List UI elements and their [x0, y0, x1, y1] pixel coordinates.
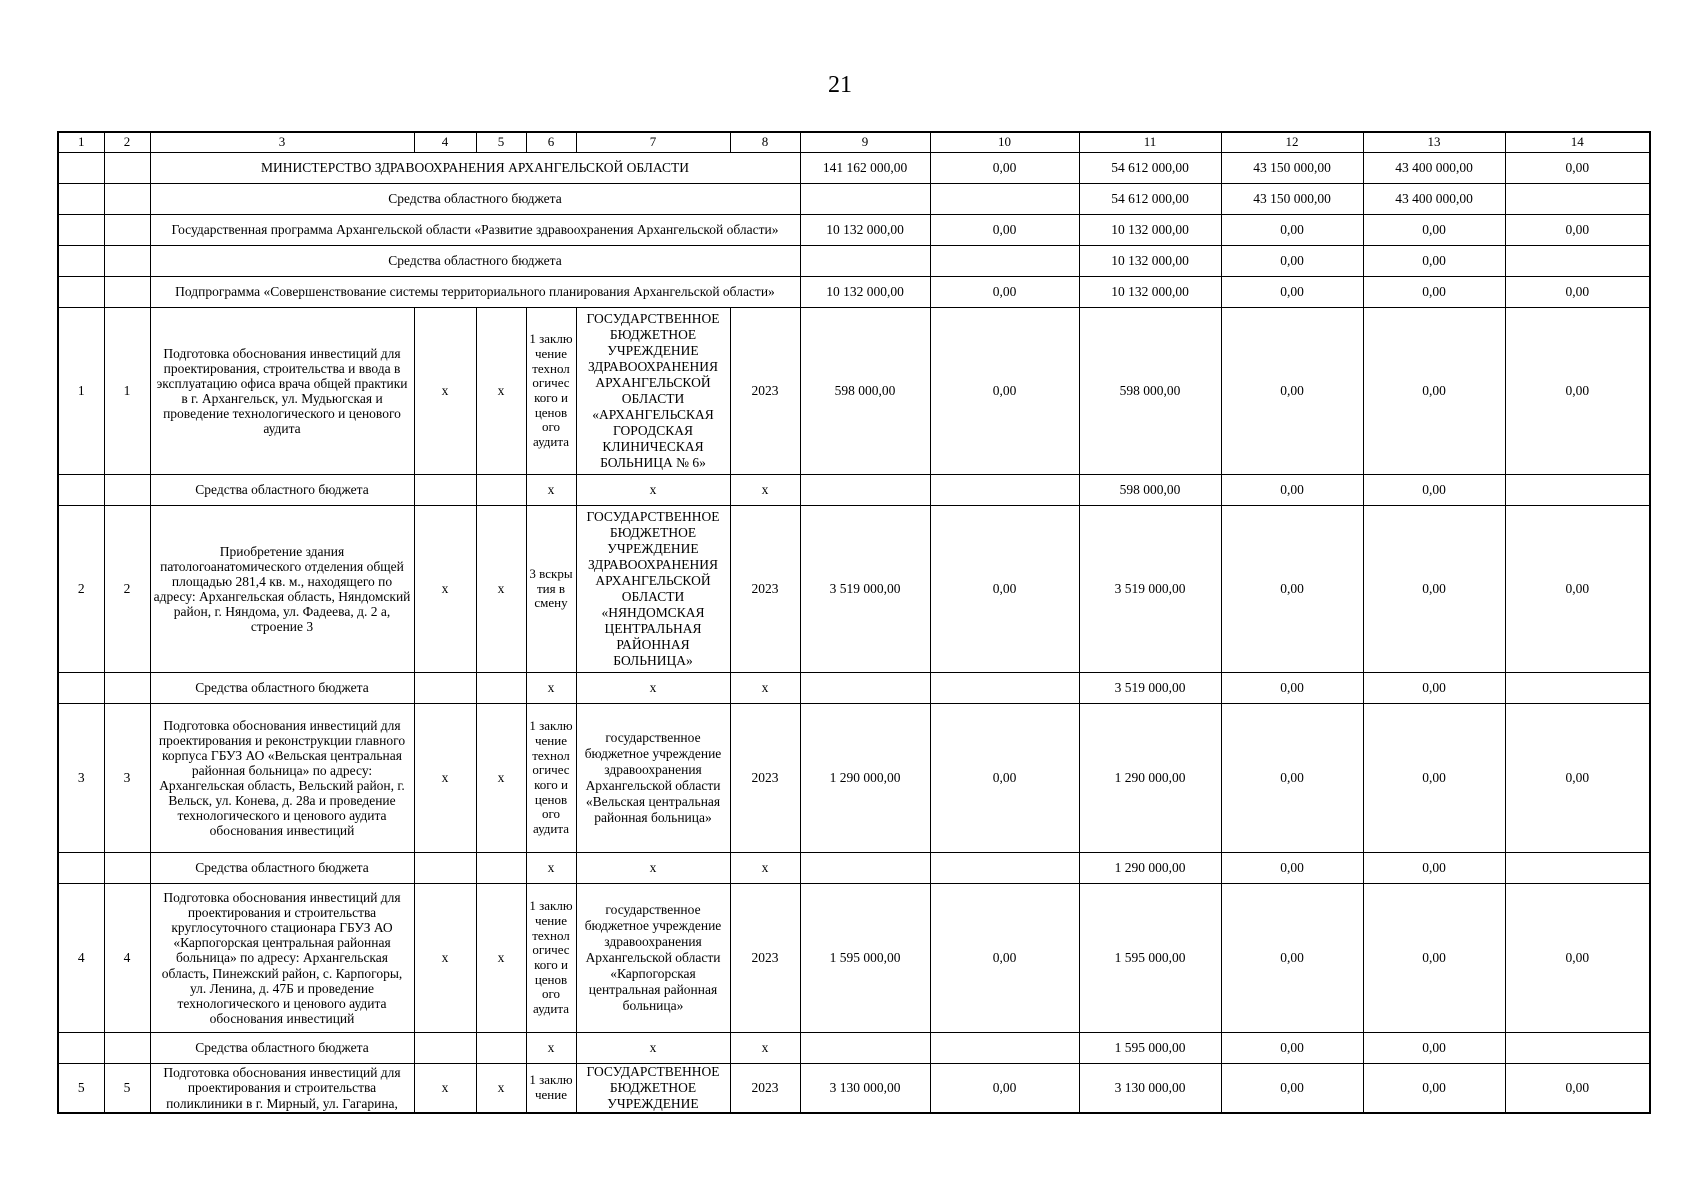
- table-row: [58, 506, 1650, 673]
- cell: х: [476, 704, 526, 853]
- cell: 0,00: [1363, 1033, 1505, 1064]
- organization-cell: ГОСУДАРСТВЕННОЕ БЮДЖЕТНОЕ УЧРЕЖДЕНИЕ: [576, 1064, 730, 1114]
- cell: х: [414, 884, 476, 1033]
- cell: 0,00: [1221, 704, 1363, 853]
- col-header: 6: [526, 132, 576, 153]
- cell: 2023: [730, 308, 800, 475]
- organization-cell: ГОСУДАРСТВЕННОЕ БЮДЖЕТНОЕ УЧРЕЖДЕНИЕ ЗДРАВООХРАНЕНИЯ АРХАНГЕЛЬСКОЙ ОБЛАСТИ «АРХАНГЕЛЬСКАЯ ГОРОДСКАЯ КЛИНИЧЕСКАЯ БОЛЬНИЦА № 6»: [576, 308, 730, 475]
- cell: 0,00: [1505, 215, 1650, 246]
- cell: 0,00: [930, 277, 1079, 308]
- cell: 10 132 000,00: [1079, 246, 1221, 277]
- cell: х: [476, 308, 526, 475]
- fund-label: Средства областного бюджета: [150, 246, 800, 277]
- col-header: 5: [476, 132, 526, 153]
- cell: 2023: [730, 704, 800, 853]
- cell: 0,00: [1363, 475, 1505, 506]
- col-header: 1: [58, 132, 104, 153]
- ministry-title: МИНИСТЕРСТВО ЗДРАВООХРАНЕНИЯ АРХАНГЕЛЬСКОЙ ОБЛАСТИ: [150, 153, 800, 184]
- cell: 1 290 000,00: [1079, 853, 1221, 884]
- cell: 0,00: [1221, 1064, 1363, 1114]
- cell: 0,00: [1221, 277, 1363, 308]
- cell: 3 519 000,00: [1079, 506, 1221, 673]
- item-fund-row: [58, 1033, 1650, 1064]
- col-header: 4: [414, 132, 476, 153]
- item-name: Подготовка обоснования инвестиций для проектирования и строительства поликлиники в г. Мирный, ул. Гагарина,: [150, 1064, 414, 1114]
- col-header: 10: [930, 132, 1079, 153]
- col-header: 11: [1079, 132, 1221, 153]
- item-fund-row: [58, 673, 1650, 704]
- cell: х: [526, 673, 576, 704]
- cell: 598 000,00: [1079, 308, 1221, 475]
- fund-label: Средства областного бюджета: [150, 853, 414, 884]
- cell: 0,00: [1363, 673, 1505, 704]
- cell: 54 612 000,00: [1079, 184, 1221, 215]
- subprogram-row: [58, 277, 1650, 308]
- cell: 0,00: [1363, 704, 1505, 853]
- fund-label: Средства областного бюджета: [150, 1033, 414, 1064]
- column-number-row: [58, 132, 1650, 153]
- cell: 0,00: [1363, 246, 1505, 277]
- cell: 0,00: [1363, 215, 1505, 246]
- cell: 0,00: [930, 308, 1079, 475]
- program-row: [58, 215, 1650, 246]
- cell: 43 400 000,00: [1363, 153, 1505, 184]
- cell: 598 000,00: [1079, 475, 1221, 506]
- cell: х: [414, 704, 476, 853]
- item-fund-row: [58, 853, 1650, 884]
- cell: 0,00: [1221, 884, 1363, 1033]
- col-header: 9: [800, 132, 930, 153]
- cell: 2023: [730, 884, 800, 1033]
- cell: 0,00: [1221, 673, 1363, 704]
- table-row: [58, 884, 1650, 1033]
- col-header: 14: [1505, 132, 1650, 153]
- col-header: 8: [730, 132, 800, 153]
- cell: 4: [58, 884, 104, 1033]
- fund-label: Средства областного бюджета: [150, 673, 414, 704]
- cell: 0,00: [1505, 704, 1650, 853]
- organization-cell: ГОСУДАРСТВЕННОЕ БЮДЖЕТНОЕ УЧРЕЖДЕНИЕ ЗДРАВООХРАНЕНИЯ АРХАНГЕЛЬСКОЙ ОБЛАСТИ «НЯНДОМСКАЯ ЦЕНТРАЛЬНАЯ РАЙОННАЯ БОЛЬНИЦА»: [576, 506, 730, 673]
- item-name: Подготовка обоснования инвестиций для проектирования и реконструкции главного корпуса ГБУЗ АО «Вельская центральная районная больница» по адресу: Архангельская область, Вельский район, г. Вельск, ул. Конева, д. 28а и проведение технологического и ценового аудита обоснования инвестиций: [150, 704, 414, 853]
- cell: 0,00: [930, 884, 1079, 1033]
- item-name: Подготовка обоснования инвестиций для проектирования и строительства круглосуточного стационара ГБУЗ АО «Карпогорская центральная районная больница» по адресу: Архангельская область, Пинежский район, с. Карпогоры, ул. Ленина, д. 47Б и проведение технологического и ценового аудита обоснования инвестиций: [150, 884, 414, 1033]
- cell: 4: [104, 884, 150, 1033]
- investment-table: [57, 131, 1651, 1114]
- cell: 0,00: [1505, 506, 1650, 673]
- cell: 2023: [730, 506, 800, 673]
- cell: 1 290 000,00: [800, 704, 930, 853]
- cell: х: [414, 1064, 476, 1114]
- program-fund-row: [58, 246, 1650, 277]
- col-header: 3: [150, 132, 414, 153]
- cell: 1: [104, 308, 150, 475]
- cell: 1 595 000,00: [800, 884, 930, 1033]
- cell: 0,00: [1505, 884, 1650, 1033]
- cell: х: [730, 673, 800, 704]
- cell: 0,00: [1221, 506, 1363, 673]
- capacity-cell: 1 заклю чение: [526, 1064, 576, 1114]
- ministry-fund-row: [58, 184, 1650, 215]
- cell: 1 290 000,00: [1079, 704, 1221, 853]
- cell: 0,00: [1363, 277, 1505, 308]
- cell: 0,00: [1363, 308, 1505, 475]
- cell: 3 519 000,00: [800, 506, 930, 673]
- cell: 0,00: [1221, 475, 1363, 506]
- table-row: [58, 704, 1650, 853]
- cell: х: [730, 853, 800, 884]
- cell: 10 132 000,00: [1079, 277, 1221, 308]
- cell: 3 519 000,00: [1079, 673, 1221, 704]
- col-header: 7: [576, 132, 730, 153]
- program-title: Государственная программа Архангельской области «Развитие здравоохранения Архангельской области»: [150, 215, 800, 246]
- fund-label: Средства областного бюджета: [150, 475, 414, 506]
- cell: 0,00: [1221, 215, 1363, 246]
- organization-cell: государственное бюджетное учреждение здравоохранения Архангельской области «Вельская центральная районная больница»: [576, 704, 730, 853]
- cell: 54 612 000,00: [1079, 153, 1221, 184]
- cell: х: [576, 853, 730, 884]
- cell: 1 595 000,00: [1079, 884, 1221, 1033]
- cell: х: [576, 673, 730, 704]
- cell: 0,00: [1505, 1064, 1650, 1114]
- cell: 3 130 000,00: [1079, 1064, 1221, 1114]
- table-row: [58, 1064, 1650, 1114]
- cell: 1 595 000,00: [1079, 1033, 1221, 1064]
- cell: 598 000,00: [800, 308, 930, 475]
- cell: 0,00: [930, 1064, 1079, 1114]
- cell: 3: [58, 704, 104, 853]
- cell: х: [476, 884, 526, 1033]
- subprogram-title: Подпрограмма «Совершенствование системы территориального планирования Архангельской области»: [150, 277, 800, 308]
- item-fund-row: [58, 475, 1650, 506]
- cell: 43 150 000,00: [1221, 184, 1363, 215]
- ministry-row: [58, 153, 1650, 184]
- item-name: Подготовка обоснования инвестиций для проектирования, строительства и ввода в эксплуатацию офиса врача общей практики в г. Архангельск, ул. Мудьюгская и проведение технологического и ценового аудита: [150, 308, 414, 475]
- cell: 10 132 000,00: [800, 215, 930, 246]
- cell: х: [526, 475, 576, 506]
- cell: 43 400 000,00: [1363, 184, 1505, 215]
- cell: х: [730, 475, 800, 506]
- fund-label: Средства областного бюджета: [150, 184, 800, 215]
- cell: 0,00: [1505, 308, 1650, 475]
- cell: х: [476, 1064, 526, 1114]
- cell: 0,00: [1505, 153, 1650, 184]
- cell: 43 150 000,00: [1221, 153, 1363, 184]
- cell: 0,00: [1363, 506, 1505, 673]
- col-header: 13: [1363, 132, 1505, 153]
- cell: х: [476, 506, 526, 673]
- cell: 0,00: [1221, 308, 1363, 475]
- col-header: 12: [1221, 132, 1363, 153]
- col-header: 2: [104, 132, 150, 153]
- cell: 0,00: [930, 215, 1079, 246]
- cell: х: [730, 1033, 800, 1064]
- organization-cell: государственное бюджетное учреждение здравоохранения Архангельской области «Карпогорская центральная районная больница»: [576, 884, 730, 1033]
- cell: 2: [58, 506, 104, 673]
- cell: 0,00: [1221, 246, 1363, 277]
- cell: 3 130 000,00: [800, 1064, 930, 1114]
- cell: 2023: [730, 1064, 800, 1114]
- cell: х: [526, 853, 576, 884]
- capacity-cell: 1 заклю чение технол огичес кого и ценов ого аудита: [526, 704, 576, 853]
- capacity-cell: 1 заклю чение технол огичес кого и ценов ого аудита: [526, 884, 576, 1033]
- cell: 0,00: [1363, 853, 1505, 884]
- capacity-cell: 1 заклю чение технол огичес кого и ценов ого аудита: [526, 308, 576, 475]
- item-name: Приобретение здания патологоанатомического отделения общей площадью 281,4 кв. м., находящего по адресу: Архангельская область, Няндомский район, г. Няндома, ул. Фадеева, д. 2 а, строение 3: [150, 506, 414, 673]
- cell: х: [526, 1033, 576, 1064]
- page-number: 21: [828, 72, 852, 98]
- cell: 10 132 000,00: [1079, 215, 1221, 246]
- cell: 5: [58, 1064, 104, 1114]
- cell: 0,00: [930, 153, 1079, 184]
- cell: 0,00: [1221, 1033, 1363, 1064]
- cell: 0,00: [1505, 277, 1650, 308]
- cell: 2: [104, 506, 150, 673]
- cell: 10 132 000,00: [800, 277, 930, 308]
- cell: 3: [104, 704, 150, 853]
- cell: х: [576, 1033, 730, 1064]
- capacity-cell: 3 вскры тия в смену: [526, 506, 576, 673]
- cell: х: [414, 506, 476, 673]
- cell: 0,00: [930, 704, 1079, 853]
- cell: х: [414, 308, 476, 475]
- cell: х: [576, 475, 730, 506]
- cell: 141 162 000,00: [800, 153, 930, 184]
- cell: 5: [104, 1064, 150, 1114]
- cell: 0,00: [1363, 884, 1505, 1033]
- cell: 0,00: [930, 506, 1079, 673]
- cell: 0,00: [1363, 1064, 1505, 1114]
- table-row: [58, 308, 1650, 475]
- cell: 1: [58, 308, 104, 475]
- cell: 0,00: [1221, 853, 1363, 884]
